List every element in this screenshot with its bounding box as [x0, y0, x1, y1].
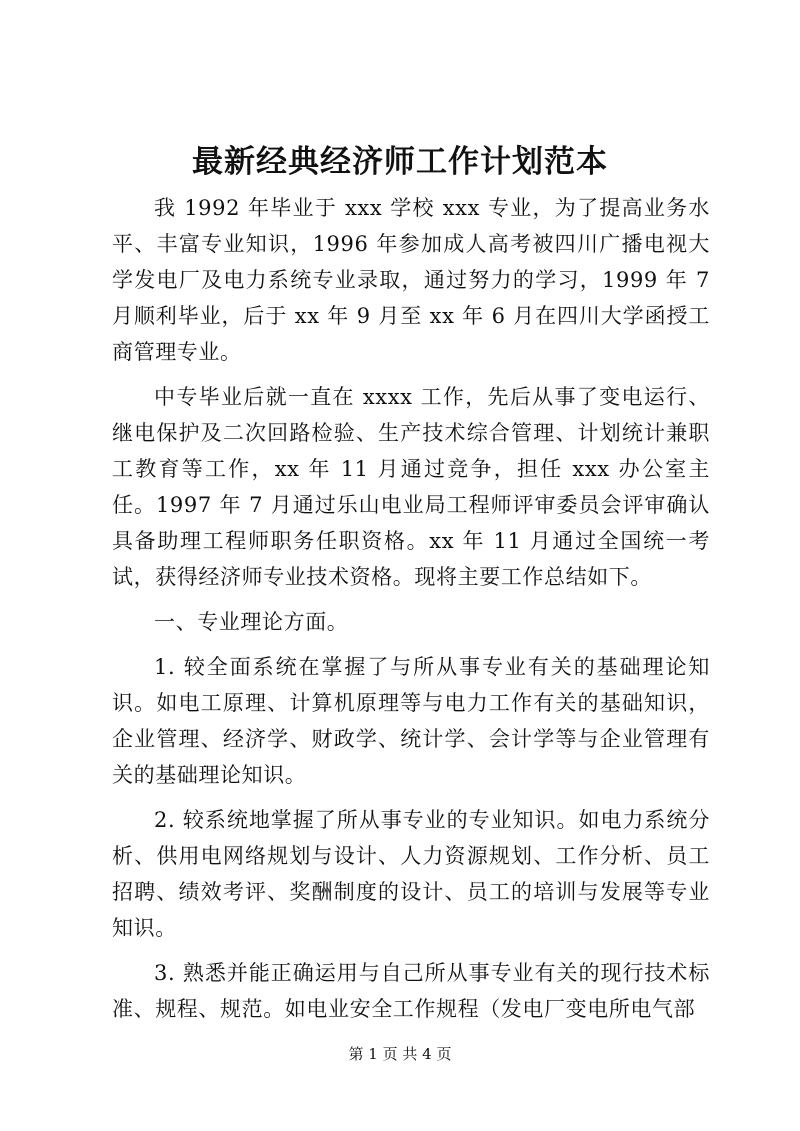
- document-body: [112, 190, 710, 1036]
- paragraph-work-history: 中专毕业后就一直在 xxxx 工作，先后从事了变电运行、继电保护及二次回路检验、生产技术综合管理、计划统计兼职工教育等工作，xx 年 11 月通过竞争，担任 xxx 办公室主任。1997 年 7 月通过乐山电业局工程师评审委员会评审确认具备助理工程师职务任职资格。xx 年 11 月通过全国统一考试，获得经济师专业技术资格。现将主要工作总结如下。: [112, 385, 710, 589]
- paragraph-item-1: 1. 较全面系统在掌握了与所从事专业有关的基础理论知识。如电工原理、计算机原理等与电力工作有关的基础知识，企业管理、经济学、财政学、统计学、会计学等与企业管理有关的基础理论知识。: [112, 655, 710, 787]
- section-heading-theory: 一、专业理论方面。: [154, 610, 349, 634]
- paragraph-item-3: 3. 熟悉并能正确运用与自己所从事专业有关的现行技术标准、规程、规范。如电业安全工作规程（发电厂变电所电气部: [112, 961, 710, 1021]
- page-footer: 第 1 页 共 4 页: [348, 1045, 452, 1063]
- paragraph-education: 我 1992 年毕业于 xxx 学校 xxx 专业，为了提高业务水平、丰富专业知识，1996 年参加成人高考被四川广播电视大学发电厂及电力系统专业录取，通过努力的学习，1999 年 7 月顺利毕业，后于 xx 年 9 月至 xx 年 6 月在四川大学函授工商管理专业。: [112, 196, 710, 364]
- paragraph-item-2: 2. 较系统地掌握了所从事专业的专业知识。如电力系统分析、供用电网络规划与设计、人力资源规划、工作分析、员工招聘、绩效考评、奖酬制度的设计、员工的培训与发展等专业知识。: [112, 808, 710, 940]
- document-title: 最新经典经济师工作计划范本: [192, 144, 608, 180]
